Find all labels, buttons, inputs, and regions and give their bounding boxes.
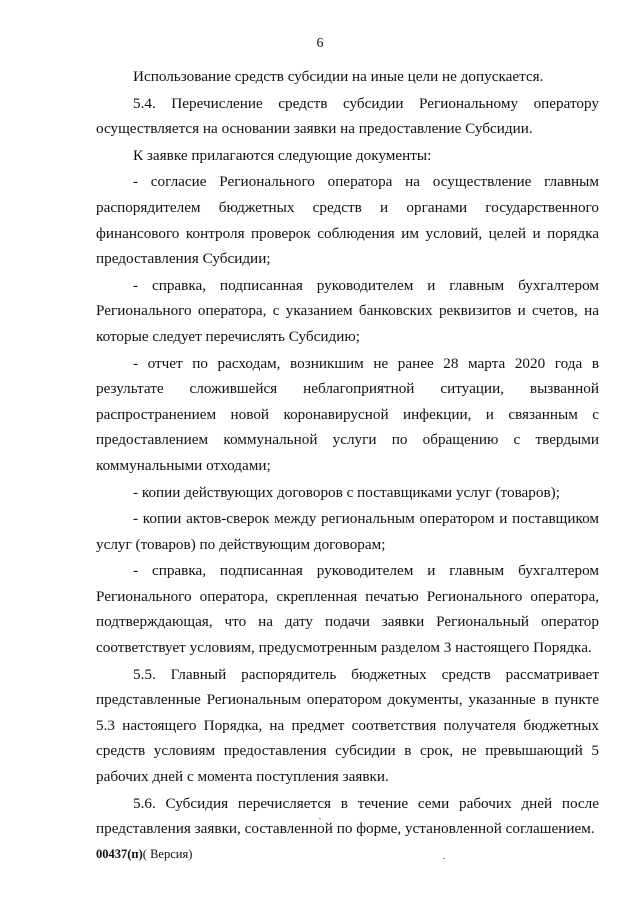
footer-doc-code: 00437(п) <box>96 847 143 861</box>
paragraph-subsidy-use: Использование средств субсидии на иные цели не допускается. <box>133 68 544 85</box>
list-item-compliance-certificate: - справка, подписанная руководителем и главным бухгалтером Регионального оператора, скрепленная печатью Регионального оператора, подтверждающая, что на дату подачи заявки Региональный оператор соответствует условиям, предусмотренным разделом 3 настоящего Порядка. <box>96 562 599 657</box>
list-item-reconciliation-acts: - копии актов-сверок между региональным оператором и поставщиком услуг (товаров) по действующим договорам; <box>96 510 599 553</box>
paragraph-5-5: 5.5. Главный распорядитель бюджетных средств рассматривает представленные Региональным оператором документы, указанные в пункте 5.3 настоящего Порядка, на предмет соответствия получателя бюджетных средств условиям предоставления субсидии в срок, не превышающий 5 рабочих дней с момента поступления заявки. <box>96 665 599 786</box>
list-item-expense-report: - отчет по расходам, возникшим не ранее 28 марта 2020 года в результате сложившейся неблагоприятной ситуации, вызванной распространением новой коронавирусной инфекции, и связанным с предоставлением коммунальной услуги по обращению с твердыми коммунальными отходами; <box>96 354 599 474</box>
document-body <box>96 64 599 842</box>
paragraph-5-4: 5.4. Перечисление средств субсидии Региональному оператору осуществляется на основании заявки на предоставление Субсидии. <box>96 94 599 138</box>
document-footer-code <box>96 847 192 861</box>
paragraph-5-6: 5.6. Субсидия перечисляется в течение семи рабочих дней после представления заявки, составленной по форме, установленной соглашением. <box>96 794 599 838</box>
scan-speck <box>319 818 321 819</box>
list-item-contracts: - копии действующих договоров с поставщиками услуг (товаров); <box>133 483 560 501</box>
list-item-consent: - согласие Регионального оператора на осуществление главным распорядителем бюджетных средств и органами государственного финансового контроля проверок соблюдения им условий, целей и порядка предоставления Субсидии; <box>96 173 599 268</box>
paragraph-attachments-intro: К заявке прилагаются следующие документы: <box>133 146 432 164</box>
page-number: 6 <box>316 36 324 51</box>
scan-speck <box>443 858 445 859</box>
list-item-bank-details: - справка, подписанная руководителем и главным бухгалтером Регионального оператора, с указанием банковских реквизитов и счетов, на которые следует перечислять Субсидию; <box>96 276 599 345</box>
footer-version: ( Версия) <box>142 847 193 861</box>
